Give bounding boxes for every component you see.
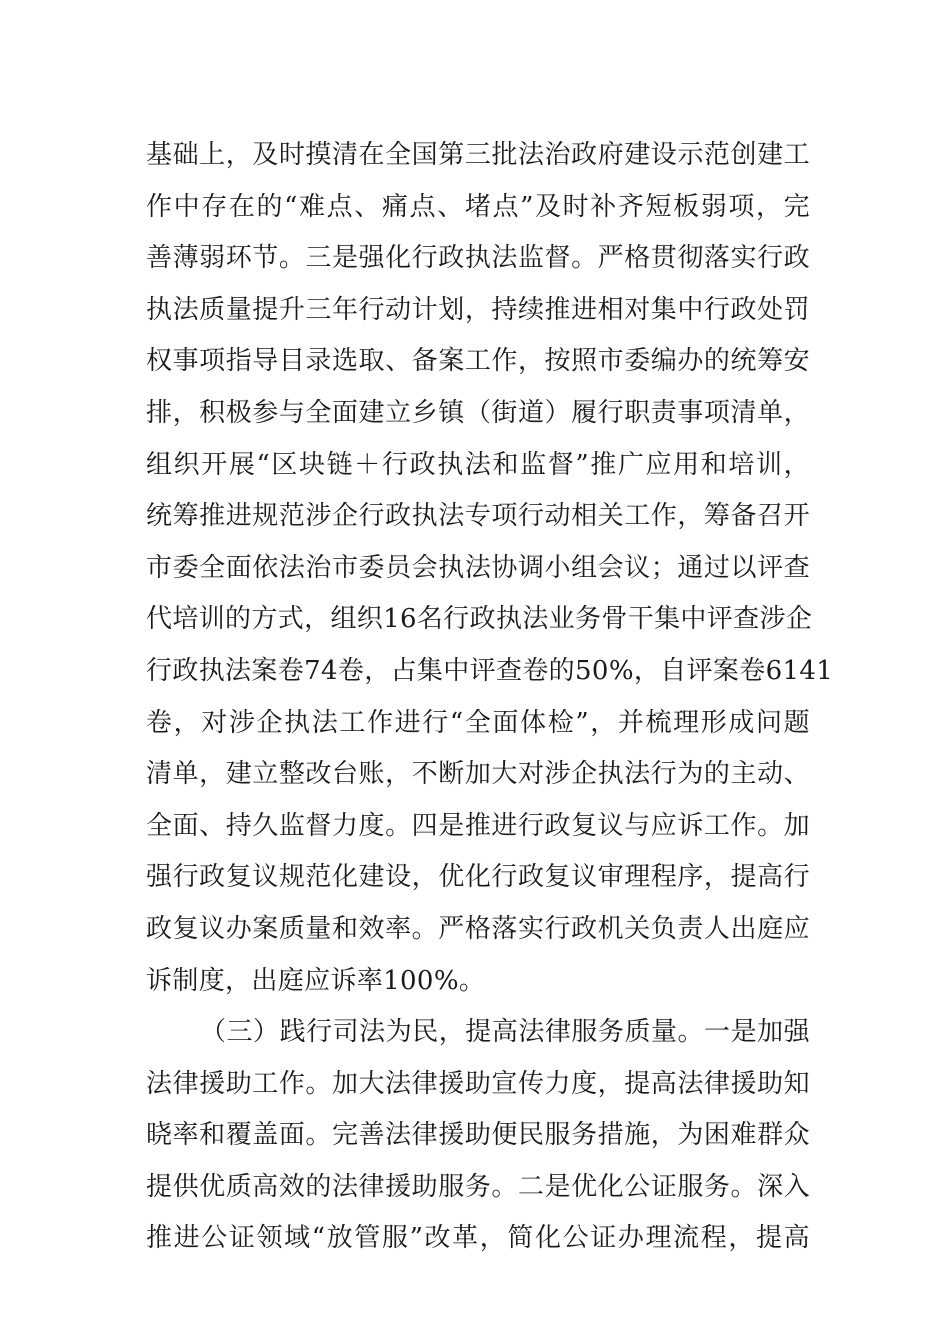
text-line: 晓率和覆盖面。完善法律援助便民服务措施，为困难群众 <box>146 1120 810 1151</box>
text-line: 执法质量提升三年行动计划，持续推进相对集中行政处罚 <box>146 294 810 325</box>
text-line: 组织开展“区块链＋行政执法和监督”推广应用和培训， <box>146 449 810 480</box>
body-text <box>146 130 834 1265</box>
text-line: 全面、持久监督力度。四是推进行政复议与应诉工作。加 <box>146 810 810 841</box>
text-line: 行政执法案卷74卷，占集中评查卷的50%，自评案卷6141 <box>146 655 834 686</box>
paragraph-end-line: 诉制度，出庭应诉率100%。 <box>146 965 486 996</box>
text-line: 推进公证领域“放管服”改革，简化公证办理流程，提高 <box>146 1223 810 1254</box>
text-line: 提供优质高效的法律援助服务。二是优化公证服务。深入 <box>146 1171 810 1202</box>
text-line: 代培训的方式，组织16名行政执法业务骨干集中评查涉企 <box>146 604 813 635</box>
text-line: 权事项指导目录选取、备案工作，按照市委编办的统筹安 <box>146 346 810 377</box>
text-line: 基础上，及时摸清在全国第三批法治政府建设示范创建工 <box>146 140 810 170</box>
text-line: 善薄弱环节。三是强化行政执法监督。严格贯彻落实行政 <box>146 243 810 274</box>
text-line: 清单，建立整改台账，不断加大对涉企执法行为的主动、 <box>146 759 810 790</box>
text-line: 卷，对涉企执法工作进行“全面体检”，并梳理形成问题 <box>146 707 810 738</box>
text-line: 法律援助工作。加大法律援助宣传力度，提高法律援助知 <box>146 1068 810 1099</box>
text-line: 统筹推进规范涉企行政执法专项行动相关工作，筹备召开 <box>146 501 810 532</box>
text-line: 作中存在的“难点、痛点、堵点”及时补齐短板弱项，完 <box>146 191 810 222</box>
text-line: 强行政复议规范化建设，优化行政复议审理程序，提高行 <box>146 862 810 893</box>
text-line: 排，积极参与全面建立乡镇（街道）履行职责事项清单， <box>146 397 810 428</box>
text-line: 市委全面依法治市委员会执法协调小组会议；通过以评查 <box>146 552 810 583</box>
section-heading-line: （三）践行司法为民，提高法律服务质量。一是加强 <box>200 1017 810 1048</box>
text-line: 政复议办案质量和效率。严格落实行政机关负责人出庭应 <box>146 913 810 944</box>
